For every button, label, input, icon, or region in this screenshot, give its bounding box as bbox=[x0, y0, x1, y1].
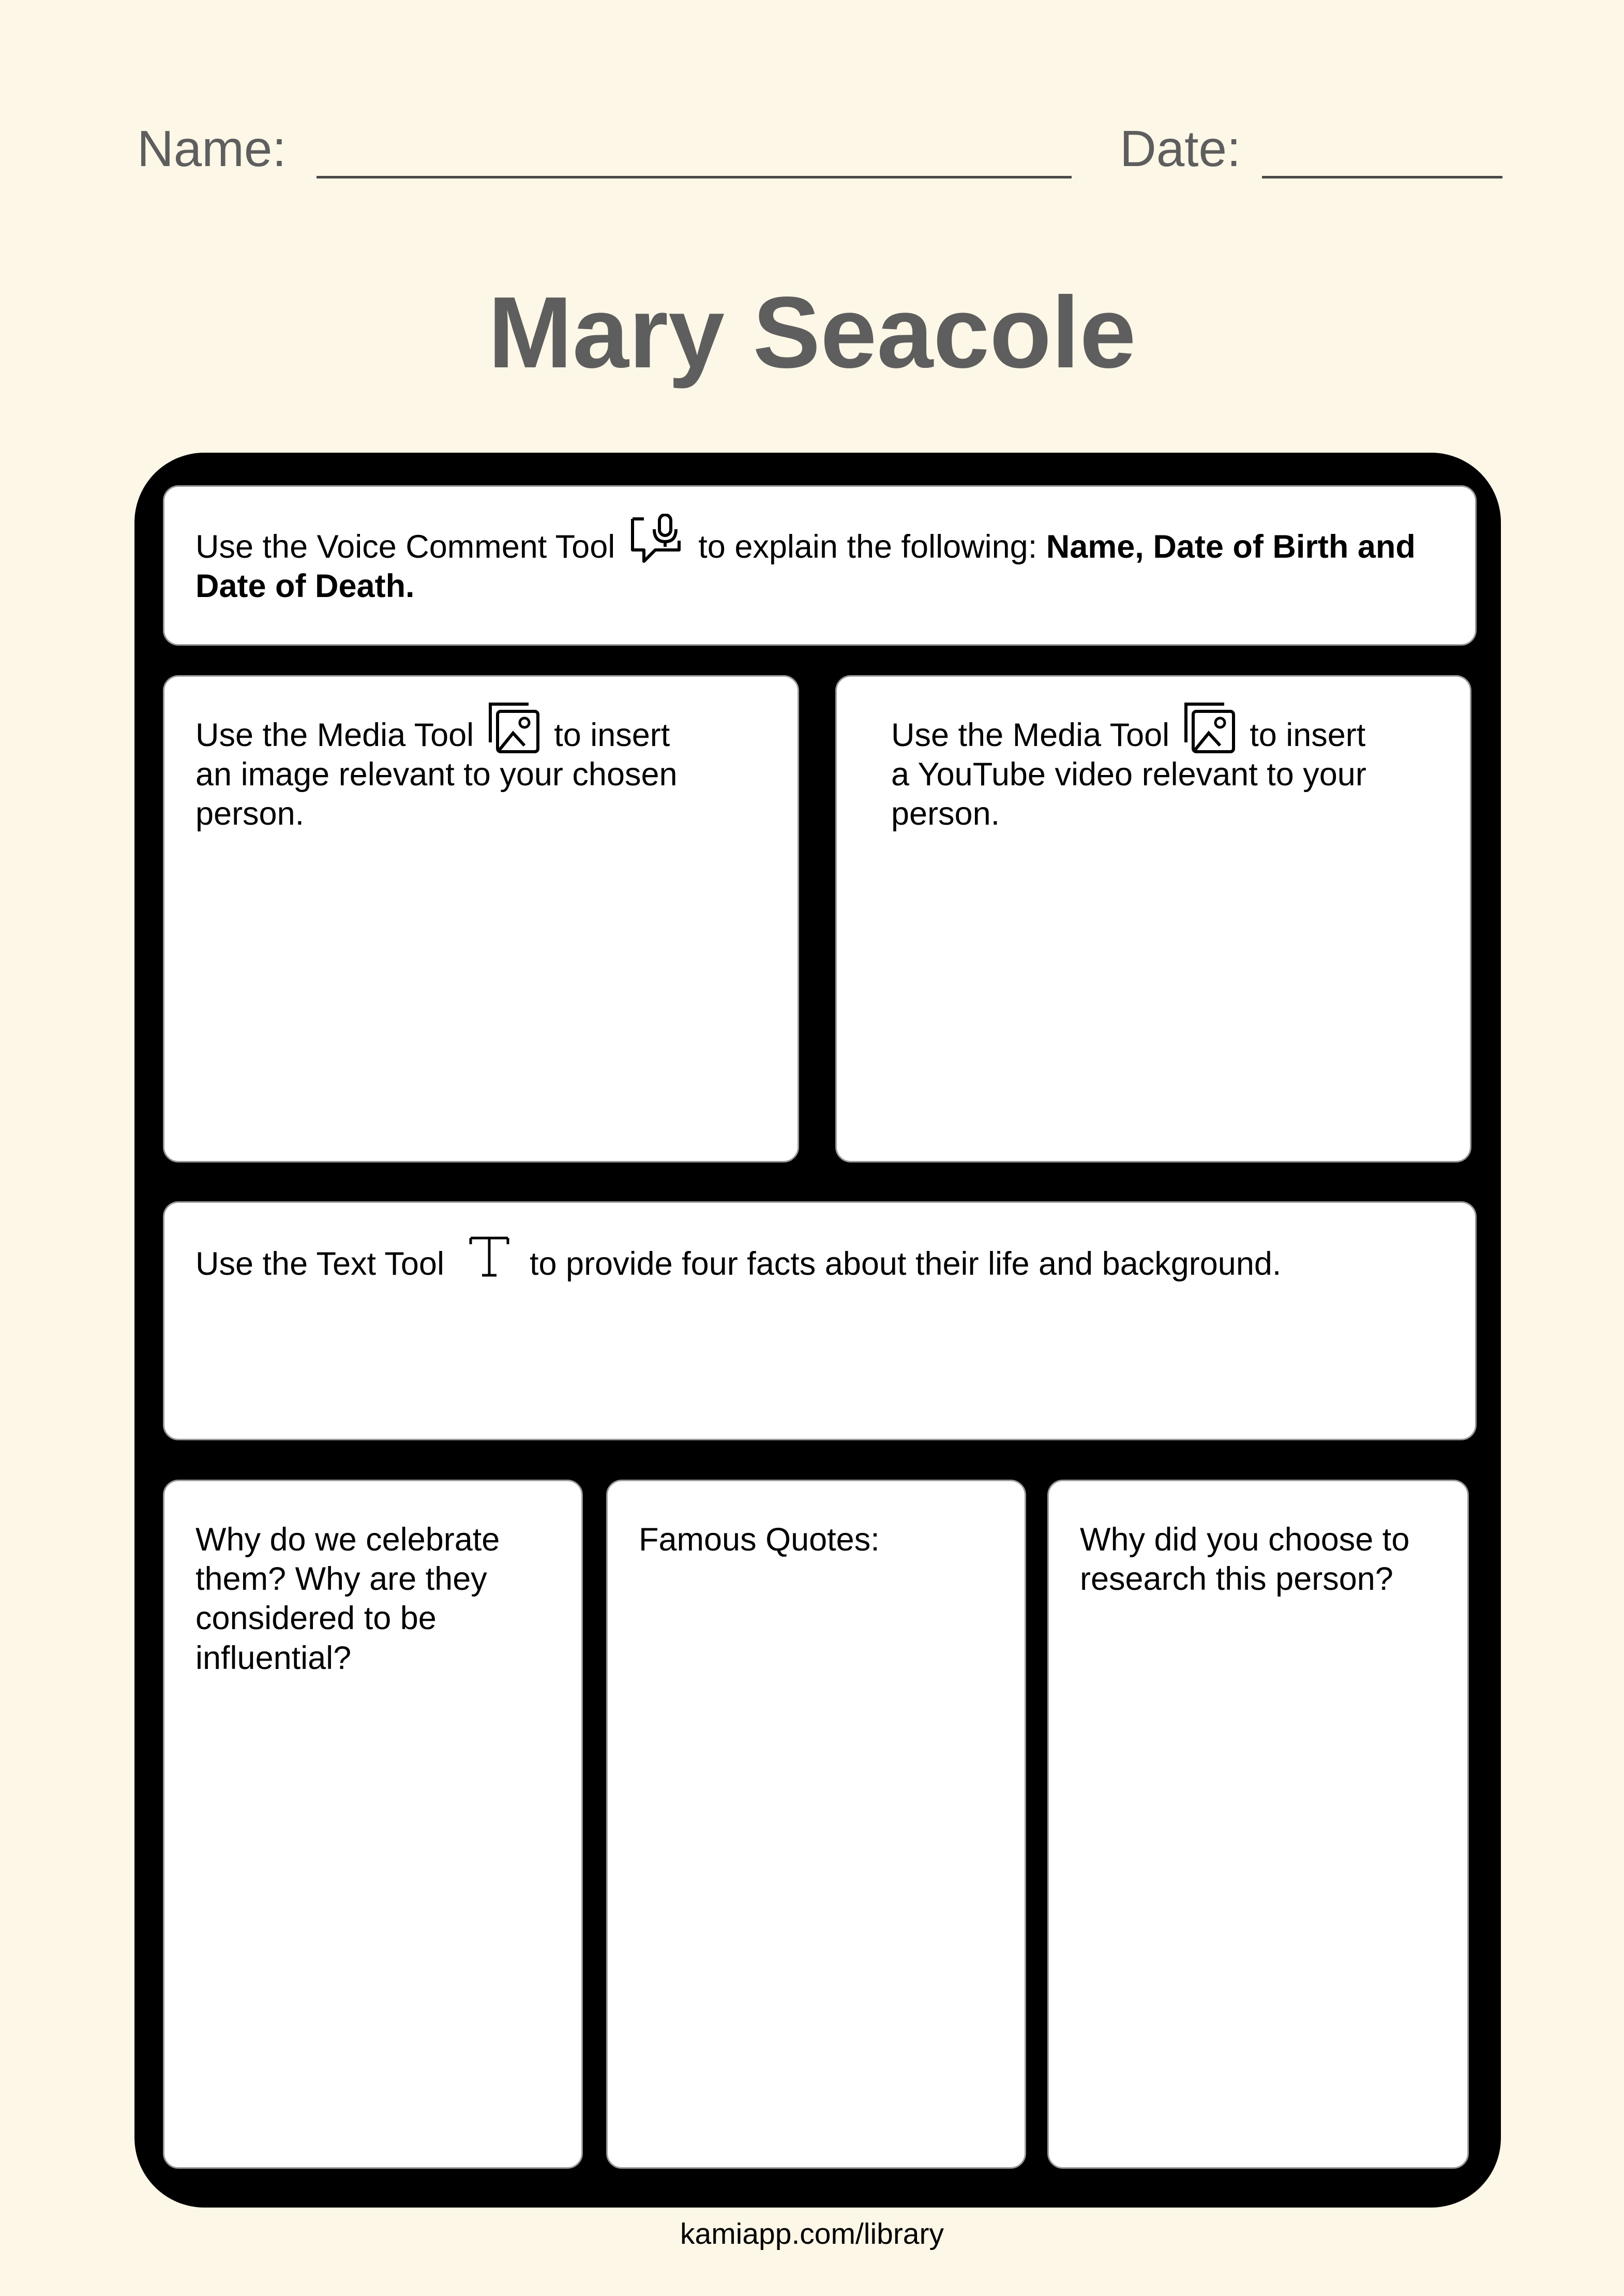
voice-comment-icon bbox=[628, 514, 685, 574]
media-image-text-post: to insert an image relevant to your chosen person. bbox=[196, 717, 678, 832]
footer-link[interactable]: kamiapp.com/library bbox=[680, 2217, 944, 2250]
choose-reason-question: Why did you choose to research this person? bbox=[1080, 1522, 1410, 1598]
name-label: Name: bbox=[137, 120, 287, 177]
famous-quotes-label: Famous Quotes: bbox=[639, 1522, 880, 1558]
media-icon bbox=[487, 701, 541, 764]
date-input-line[interactable] bbox=[1262, 176, 1502, 178]
media-image-box[interactable] bbox=[163, 675, 799, 1162]
media-image-text-pre: Use the Media Tool bbox=[196, 717, 474, 753]
celebrate-box[interactable] bbox=[163, 1480, 583, 2169]
famous-quotes-box[interactable] bbox=[606, 1480, 1026, 2169]
worksheet-frame bbox=[134, 453, 1501, 2208]
text-tool-box[interactable] bbox=[163, 1201, 1477, 1440]
media-video-text-pre: Use the Media Tool bbox=[891, 717, 1170, 753]
voice-box-text-pre: Use the Voice Comment Tool bbox=[196, 529, 615, 565]
voice-box-text-bold: Name, Date of Birth and Date of Death. bbox=[196, 529, 1416, 605]
text-box-text-pre: Use the Text Tool bbox=[196, 1246, 444, 1282]
media-video-box[interactable] bbox=[835, 675, 1471, 1162]
text-box-text-post: to provide four facts about their life and background. bbox=[530, 1246, 1282, 1282]
media-icon bbox=[1183, 701, 1237, 764]
name-input-line[interactable] bbox=[317, 176, 1072, 178]
page-title: Mary Seacole bbox=[488, 276, 1136, 389]
celebrate-question: Why do we celebrate them? Why are they considered to be influential? bbox=[196, 1522, 500, 1676]
voice-comment-box[interactable] bbox=[163, 485, 1477, 646]
text-tool-icon bbox=[469, 1235, 510, 1287]
media-video-text-post: to insert a YouTube video relevant to your person. bbox=[891, 717, 1366, 832]
voice-box-text-post: to explain the following: bbox=[698, 529, 1037, 565]
date-label: Date: bbox=[1120, 120, 1241, 177]
choose-reason-box[interactable] bbox=[1047, 1480, 1469, 2169]
